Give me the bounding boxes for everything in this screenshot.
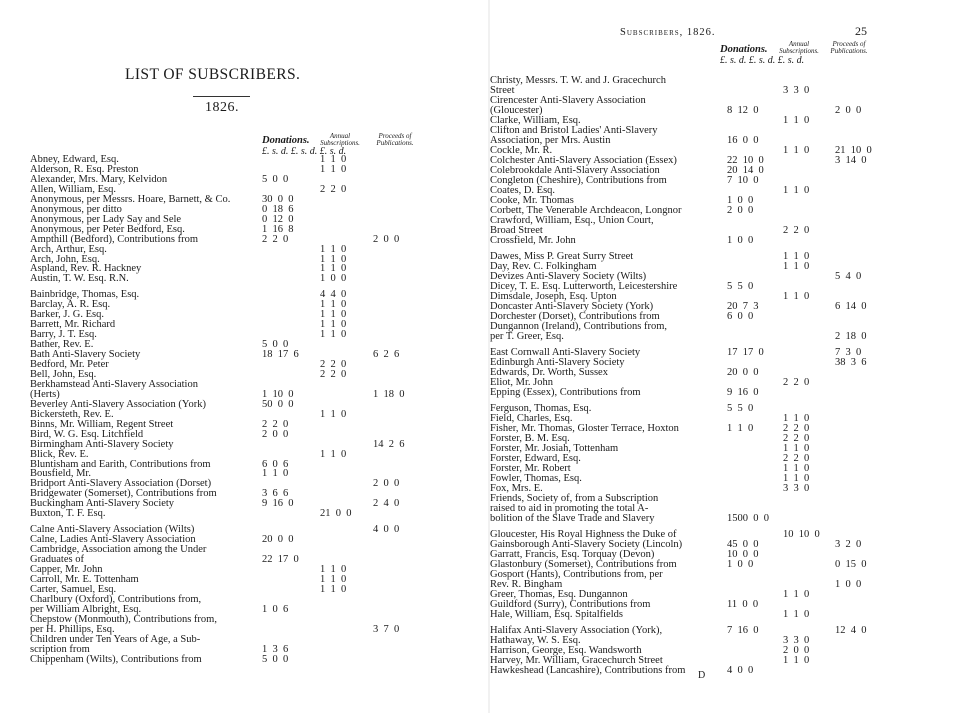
subscriber-name: Cirencester Anti-Slavery Association xyxy=(490,95,646,106)
proceeds-publications-header: Proceeds of Publications. xyxy=(830,40,868,55)
subscriber-name: Gainsborough Anti-Slavery Society (Lincoln) xyxy=(490,539,683,550)
subscriber-name: Children under Ten Years of Age, a Sub- xyxy=(30,633,201,645)
publication-proceeds: 6 14 0 xyxy=(835,301,867,312)
donation-amount: 20 14 0 xyxy=(727,165,764,176)
donation-amount: 5 5 0 xyxy=(727,281,754,292)
subscriber-name: Bedford, Mr. Peter xyxy=(30,359,109,370)
subscriber-name: Friends, Society of, from a Subscription xyxy=(490,493,659,504)
subscription-amount: 3 3 0 xyxy=(783,85,810,96)
publication-proceeds: 14 2 6 xyxy=(373,438,405,450)
subscriber-name: Broad Street xyxy=(490,225,543,236)
subscription-amount: 1 1 0 xyxy=(783,589,810,600)
running-title: Subscribers, 1826. xyxy=(620,27,716,38)
subscription-amount: 1 1 0 xyxy=(783,609,810,620)
subscriber-name: Devizes Anti-Slavery Society (Wilts) xyxy=(490,271,647,282)
subscriber-name: Congleton (Cheshire), Contributions from xyxy=(490,175,667,186)
publication-proceeds: 12 4 0 xyxy=(835,625,867,636)
subscriber-name: Hawkeshead (Lancashire), Contributions from xyxy=(490,665,686,676)
subscription-amount: 1 1 0 xyxy=(783,145,810,156)
subscriber-name: Barrett, Mr. Richard xyxy=(30,319,116,331)
donation-amount: 18 17 6 xyxy=(262,349,299,361)
subscriber-entry xyxy=(490,513,980,524)
subscriber-name: Harrison, George, Esq. Wandsworth xyxy=(490,645,642,656)
publication-proceeds: 0 15 0 xyxy=(835,559,867,570)
subscriber-name: Forster, Mr. Robert xyxy=(490,463,571,474)
subscription-amount: 2 2 0 xyxy=(783,433,810,444)
subscriber-name: East Cornwall Anti-Slavery Society xyxy=(490,347,641,358)
subscriber-name: Gloucester, His Royal Highness the Duke of xyxy=(490,529,677,540)
donation-amount: 6 0 0 xyxy=(727,311,754,322)
subscriber-name: Epping (Essex), Contributions from xyxy=(490,387,641,398)
donation-amount: 5 5 0 xyxy=(727,403,754,414)
donation-amount: 9 16 0 xyxy=(727,387,759,398)
subscriber-name: Anonymous, per Messrs. Hoare, Barnett, & Co. xyxy=(30,193,231,205)
subscriber-name: Capper, Mr. John xyxy=(30,564,103,575)
subscription-amount: 1 1 0 xyxy=(783,655,810,666)
right-page xyxy=(490,0,980,713)
subscriber-name: Edinburgh Anti-Slavery Society xyxy=(490,357,625,368)
subscriber-name: Carter, Samuel, Esq. xyxy=(30,583,117,595)
subscription-amount: 1 1 0 xyxy=(320,564,347,575)
subscription-amount: 2 2 0 xyxy=(320,359,347,370)
publication-proceeds: 38 3 6 xyxy=(835,357,867,368)
donation-amount: 9 16 0 xyxy=(262,498,294,510)
subscription-amount: 2 0 0 xyxy=(783,645,810,656)
subscriber-name: Fisher, Mr. Thomas, Gloster Terrace, Hoxton xyxy=(490,423,679,434)
donation-amount: 8 12 0 xyxy=(727,105,759,116)
subscriber-name: Cooke, Mr. Thomas xyxy=(490,195,574,206)
donation-amount: 30 0 0 xyxy=(262,193,294,205)
subscriber-name: Fox, Mrs. E. xyxy=(490,483,543,494)
subscriber-name: Rev. R. Bingham xyxy=(490,579,563,590)
subscription-amount: 1 1 0 xyxy=(783,443,810,454)
subscription-amount: 1 1 0 xyxy=(320,583,347,595)
subscription-amount: 1 1 0 xyxy=(320,299,347,311)
currency-units: £. s. d. £. s. d. £. s. d. xyxy=(262,146,347,157)
subscriber-name: Street xyxy=(490,85,515,96)
subscriber-name: Chippenham (Wilts), Contributions from xyxy=(30,653,202,665)
subscription-amount: 10 10 0 xyxy=(783,529,820,540)
subscription-amount: 1 1 0 xyxy=(783,185,810,196)
subscriber-name: Bickersteth, Rev. E. xyxy=(30,408,114,420)
subscriber-name: Arch, Arthur, Esq. xyxy=(30,243,107,255)
subscription-amount: 2 2 0 xyxy=(783,453,810,464)
subscriber-entry xyxy=(490,331,980,342)
subscriber-name: Bridport Anti-Slavery Association (Dorset) xyxy=(30,478,212,490)
donation-amount: 50 0 0 xyxy=(262,398,294,410)
subscriber-name: (Gloucester) xyxy=(490,105,543,116)
subscription-amount: 1 1 0 xyxy=(783,251,810,262)
subscription-amount: 1 1 0 xyxy=(783,291,810,302)
donation-amount: 1 0 6 xyxy=(262,603,289,615)
subscriber-name: Berkhamstead Anti-Slavery Association xyxy=(30,378,198,390)
publication-proceeds: 3 14 0 xyxy=(835,155,867,166)
subscriber-name: Garratt, Francis, Esq. Torquay (Devon) xyxy=(490,549,655,560)
donation-amount: 1 3 6 xyxy=(262,643,289,655)
subscriber-name: Chepstow (Monmouth), Contributions from, xyxy=(30,613,217,625)
subscription-amount: 3 3 0 xyxy=(783,635,810,646)
subscriber-name: Austin, T. W. Esq. R.N. xyxy=(30,273,129,285)
subscription-amount: 1 1 0 xyxy=(320,408,347,420)
subscription-amount: 1 1 0 xyxy=(320,448,347,460)
publication-proceeds: 2 0 0 xyxy=(835,105,862,116)
subscriber-name: Greer, Thomas, Esq. Dungannon xyxy=(490,589,628,600)
subscriber-name: Carroll, Mr. E. Tottenham xyxy=(30,573,139,585)
subscriber-name: Hale, William, Esq. Spitalfields xyxy=(490,609,623,620)
donation-amount: 0 18 6 xyxy=(262,203,294,215)
subscriber-entry xyxy=(490,609,980,620)
subscriber-name: Aspland, Rev. R. Hackney xyxy=(30,263,142,275)
subscriber-name: Binns, Mr. William, Regent Street xyxy=(30,418,174,430)
subscriber-name: Anonymous, per Lady Say and Sele xyxy=(30,213,182,225)
subscriber-name: Corbett, The Venerable Archdeacon, Longnor xyxy=(490,205,682,216)
donation-amount: 17 17 0 xyxy=(727,347,764,358)
donation-amount: 1500 0 0 xyxy=(727,513,769,524)
donation-amount: 2 2 0 xyxy=(262,418,289,430)
donation-amount: 22 17 0 xyxy=(262,554,299,566)
subscriber-name: Guildford (Surry), Contributions from xyxy=(490,599,651,610)
donation-amount: 2 2 0 xyxy=(262,233,289,245)
subscriber-entry xyxy=(30,508,490,519)
donation-amount: 22 10 0 xyxy=(727,155,764,166)
subscriber-name: Halifax Anti-Slavery Association (York), xyxy=(490,625,663,636)
subscriber-name: Clifton and Bristol Ladies' Anti-Slavery xyxy=(490,125,658,136)
subscription-amount: 1 1 0 xyxy=(783,261,810,272)
donation-amount: 16 0 0 xyxy=(727,135,759,146)
donation-amount: 10 0 0 xyxy=(727,549,759,560)
subscriber-name: per William Albright, Esq. xyxy=(30,603,142,615)
subscriber-name: Calne Anti-Slavery Association (Wilts) xyxy=(30,524,195,536)
subscriber-name: Anonymous, per ditto xyxy=(30,203,122,215)
donation-amount: 2 0 0 xyxy=(727,205,754,216)
subscriber-entry xyxy=(490,235,980,246)
subscriber-name: Coates, D. Esq. xyxy=(490,185,556,196)
subscriber-name: Abney, Edward, Esq. xyxy=(30,154,119,165)
subscription-amount: 1 1 0 xyxy=(320,573,347,585)
subscriber-name: Alderson, R. Esq. Preston xyxy=(30,163,139,175)
donation-amount: 1 0 0 xyxy=(727,195,754,206)
subscriber-name: Clarke, William, Esq. xyxy=(490,115,581,126)
subscriber-name: Day, Rev. C. Folkingham xyxy=(490,261,597,272)
donation-amount: 3 6 6 xyxy=(262,488,289,500)
donation-amount: 0 12 0 xyxy=(262,213,294,225)
subscriber-name: Crossfield, Mr. John xyxy=(490,235,576,246)
publication-proceeds: 4 0 0 xyxy=(373,524,400,536)
donation-amount: 7 10 0 xyxy=(727,175,759,186)
subscriber-name: Barclay, A. R. Esq. xyxy=(30,299,111,311)
subscriber-name: Allen, William, Esq. xyxy=(30,183,116,195)
year-label: 1826. xyxy=(205,100,239,115)
subscriber-name: Forster, Edward, Esq. xyxy=(490,453,581,464)
subscriber-name: Cockle, Mr. R. xyxy=(490,145,553,156)
subscriber-name: Crawford, William, Esq., Union Court, xyxy=(490,215,654,226)
donation-amount: 5 0 0 xyxy=(262,173,289,185)
annual-subscriptions-header: Annual Subscriptions. xyxy=(779,40,819,55)
subscription-amount: 2 2 0 xyxy=(783,377,810,388)
subscriber-name: Gosport (Hants), Contributions from, per xyxy=(490,569,663,580)
publication-proceeds: 1 18 0 xyxy=(373,388,405,400)
currency-units: £. s. d. £. s. d. £. s. d. xyxy=(720,55,805,66)
subscription-amount: 2 2 0 xyxy=(320,183,347,195)
subscriber-name: scription from xyxy=(30,643,90,655)
year-rule xyxy=(193,96,250,97)
subscriber-name: Forster, Mr. Josiah, Tottenham xyxy=(490,443,619,454)
publication-proceeds: 2 0 0 xyxy=(373,478,400,490)
subscriber-name: Hathaway, W. S. Esq. xyxy=(490,635,581,646)
donation-amount: 4 0 0 xyxy=(727,665,754,676)
subscription-amount: 3 3 0 xyxy=(783,483,810,494)
donation-amount: 2 0 0 xyxy=(262,428,289,440)
donation-amount: 6 0 6 xyxy=(262,458,289,470)
subscriber-name: Glastonbury (Somerset), Contributions from xyxy=(490,559,677,570)
subscriber-name: Bainbridge, Thomas, Esq. xyxy=(30,289,140,301)
subscription-amount: 2 2 0 xyxy=(783,423,810,434)
subscriber-name: Barry, J. T. Esq. xyxy=(30,329,97,341)
publication-proceeds: 7 3 0 xyxy=(835,347,862,358)
donation-amount: 1 1 0 xyxy=(262,468,289,480)
subscriber-entry xyxy=(30,654,490,665)
donations-header: Donations. xyxy=(262,135,310,146)
subscriber-name: Fowler, Thomas, Esq. xyxy=(490,473,582,484)
subscriber-name: per T. Greer, Esq. xyxy=(490,331,564,342)
donation-amount: 5 0 0 xyxy=(262,653,289,665)
subscriber-name: Edwards, Dr. Worth, Sussex xyxy=(490,367,608,378)
subscriber-name: Graduates of xyxy=(30,554,84,566)
subscriber-name: Bluntisham and Earith, Contributions from xyxy=(30,458,211,470)
subscriber-name: Bell, John, Esq. xyxy=(30,368,97,380)
donation-amount: 1 1 0 xyxy=(727,423,754,434)
publication-proceeds: 2 4 0 xyxy=(373,498,400,510)
publication-proceeds: 3 2 0 xyxy=(835,539,862,550)
subscriber-name: Eliot, Mr. John xyxy=(490,377,554,388)
subscription-amount: 1 0 0 xyxy=(320,273,347,285)
donation-amount: 20 7 3 xyxy=(727,301,759,312)
donation-amount: 1 0 0 xyxy=(727,559,754,570)
subscriber-name: Dimsdale, Joseph, Esq. Upton xyxy=(490,291,617,302)
subscriber-name: Cambridge, Association among the Under xyxy=(30,544,207,556)
subscriber-name: Bath Anti-Slavery Society xyxy=(30,349,141,361)
subscription-amount: 1 1 0 xyxy=(320,309,347,321)
publication-proceeds: 2 18 0 xyxy=(835,331,867,342)
subscriber-name: Buxton, T. F. Esq. xyxy=(30,508,106,520)
proceeds-publications-header: Proceeds of Publications. xyxy=(376,132,414,147)
donation-amount: 20 0 0 xyxy=(262,534,294,546)
subscriber-name: per H. Phillips, Esq. xyxy=(30,623,115,635)
subscriber-name: Harvey, Mr. William, Gracechurch Street xyxy=(490,655,663,666)
subscriber-name: Doncaster Anti-Slavery Society (York) xyxy=(490,301,654,312)
subscriber-name: Dorchester (Dorset), Contributions from xyxy=(490,311,660,322)
subscriber-entry xyxy=(490,387,980,398)
subscription-amount: 1 1 0 xyxy=(783,473,810,484)
subscriber-name: Colebrookdale Anti-Slavery Association xyxy=(490,165,660,176)
subscriber-name: Charlbury (Oxford), Contributions from, xyxy=(30,593,202,605)
subscriber-entry xyxy=(30,273,490,284)
donation-amount: 45 0 0 xyxy=(727,539,759,550)
publication-proceeds: 6 2 6 xyxy=(373,349,400,361)
donation-amount: 5 0 0 xyxy=(262,339,289,351)
donation-amount: 11 0 0 xyxy=(727,599,759,610)
subscriber-name: Field, Charles, Esq. xyxy=(490,413,573,424)
publication-proceeds: 21 10 0 xyxy=(835,145,872,156)
subscription-amount: 1 1 0 xyxy=(320,329,347,341)
subscription-amount: 1 1 0 xyxy=(320,243,347,255)
subscriber-name: Anonymous, per Peter Bedford, Esq. xyxy=(30,223,185,235)
subscriber-name: raised to aid in promoting the total A- xyxy=(490,503,649,514)
subscriber-name: Ampthill (Bedford), Contributions from xyxy=(30,233,198,245)
publication-proceeds: 5 4 0 xyxy=(835,271,862,282)
signature-mark: D xyxy=(698,670,706,681)
subscriber-name: Beverley Anti-Slavery Association (York) xyxy=(30,398,206,410)
list-heading: LIST OF SUBSCRIBERS. xyxy=(125,66,301,83)
donation-amount: 1 16 8 xyxy=(262,223,294,235)
subscription-amount: 1 1 0 xyxy=(783,463,810,474)
subscriber-name: Christy, Messrs. T. W. and J. Gracechurch xyxy=(490,75,666,86)
subscriber-name: Dawes, Miss P. Great Surry Street xyxy=(490,251,634,262)
subscriber-name: Dungannon (Ireland), Contributions from, xyxy=(490,321,668,332)
publication-proceeds: 3 7 0 xyxy=(373,623,400,635)
page-number: 25 xyxy=(855,24,867,38)
subscriber-name: Bather, Rev. E. xyxy=(30,339,94,351)
subscriber-name: Ferguson, Thomas, Esq. xyxy=(490,403,592,414)
donation-amount: 1 0 0 xyxy=(727,235,754,246)
subscriber-name: Colchester Anti-Slavery Association (Essex) xyxy=(490,155,677,166)
subscription-amount: 1 1 0 xyxy=(783,115,810,126)
subscription-amount: 1 1 0 xyxy=(320,263,347,275)
donations-header: Donations. xyxy=(720,44,768,55)
subscriber-name: (Herts) xyxy=(30,388,60,400)
subscription-amount: 1 1 0 xyxy=(320,319,347,331)
donation-amount: 7 16 0 xyxy=(727,625,759,636)
donation-amount: 20 0 0 xyxy=(727,367,759,378)
subscription-amount: 1 1 0 xyxy=(320,163,347,175)
subscriber-name: Alexander, Mrs. Mary, Kelvidon xyxy=(30,173,168,185)
subscription-amount: 2 2 0 xyxy=(320,368,347,380)
subscriber-name: Forster, B. M. Esq. xyxy=(490,433,570,444)
subscriber-name: Calne, Ladies Anti-Slavery Association xyxy=(30,534,196,546)
subscription-amount: 1 1 0 xyxy=(320,253,347,265)
annual-subscriptions-header: Annual Subscriptions. xyxy=(320,132,360,147)
publication-proceeds: 2 0 0 xyxy=(373,233,400,245)
subscriber-name: Barker, J. G. Esq. xyxy=(30,309,104,321)
subscriber-name: bolition of the Slave Trade and Slavery xyxy=(490,513,655,524)
subscription-amount: 1 1 0 xyxy=(783,413,810,424)
subscriber-name: Bird, W. G. Esq. Litchfield xyxy=(30,428,144,440)
subscriber-entry xyxy=(490,665,980,676)
subscriber-name: Dicey, T. E. Esq. Lutterworth, Leicestershire xyxy=(490,281,678,292)
subscriber-name: Arch, John, Esq. xyxy=(30,253,100,265)
subscription-amount: 21 0 0 xyxy=(320,508,352,520)
subscription-amount: 1 1 0 xyxy=(320,154,347,165)
donation-amount: 1 10 0 xyxy=(262,388,294,400)
subscriber-name: Bousfield, Mr. xyxy=(30,468,91,480)
subscriber-name: Blick, Rev. E. xyxy=(30,448,89,460)
subscriber-name: Birmingham Anti-Slavery Society xyxy=(30,438,174,450)
publication-proceeds: 1 0 0 xyxy=(835,579,862,590)
subscription-amount: 2 2 0 xyxy=(783,225,810,236)
subscription-amount: 4 4 0 xyxy=(320,289,347,301)
subscriber-name: Buckingham Anti-Slavery Society xyxy=(30,498,175,510)
subscriber-name: Bridgewater (Somerset), Contributions from xyxy=(30,488,217,500)
subscriber-name: Association, per Mrs. Austin xyxy=(490,135,611,146)
